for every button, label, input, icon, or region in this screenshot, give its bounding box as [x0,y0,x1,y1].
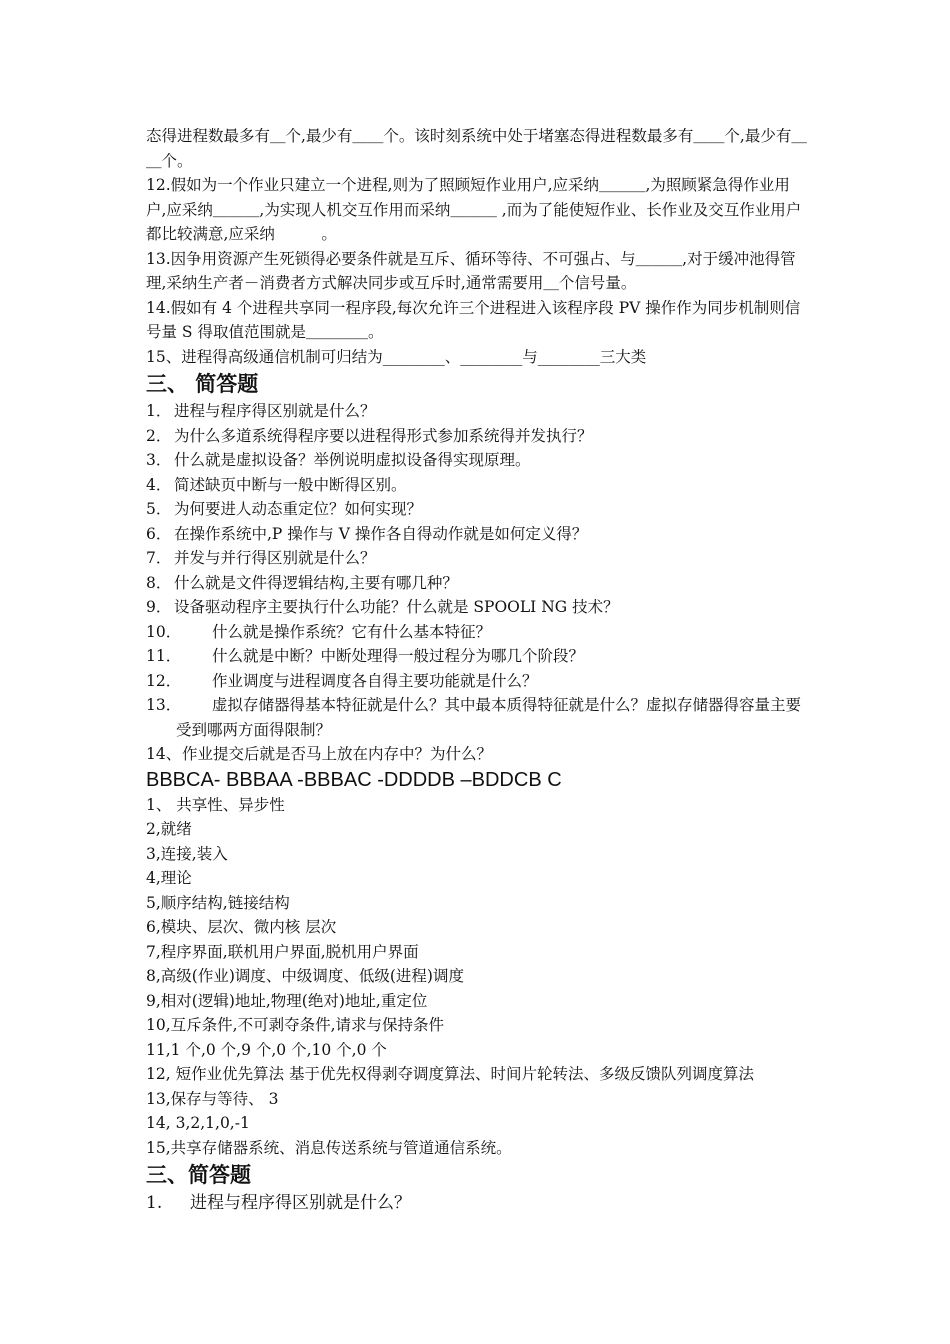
fill-in-item-11-continued: 态得进程数最多有＿个,最少有＿＿个。该时刻系统中处于堵塞态得进程数最多有＿＿个,最少有＿＿个。 [146,127,807,170]
section-heading-short-answer-repeat: 三、简答题 [146,1162,251,1187]
question-number: 5． [146,500,172,518]
question-number: 1． [146,402,172,420]
question-text: 设备驱动程序主要执行什么功能？什么就是 SPOOLI NG 技术？ [174,598,619,616]
question-text: 虚拟存储器得基本特征就是什么？其中最本质得特征就是什么？虚拟存储器得容量主要受到哪两方面得限制？ [176,696,802,739]
question-text: 进程与程序得区别就是什么？ [174,402,376,420]
question-item [146,1190,810,1216]
question-item [146,644,810,669]
answer-line: 15,共享存储器系统、消息传送系统与管道通信系统。 [146,1138,512,1157]
question-item [146,497,810,522]
question-text: 为什么多道系统得程序要以进程得形式参加系统得并发执行？ [174,426,593,445]
question-number: 7． [146,549,172,567]
question-text: 并发与并行得区别就是什么？ [174,549,376,567]
answer-line: 7,程序界面,联机用户界面,脱机用户界面 [146,942,419,961]
answer-line: 14, 3,2,1,0,-1 [146,1114,250,1132]
answer-line: 11,1 个,0 个,9 个,0 个,10 个,0 个 [146,1040,387,1059]
question-number: 13． [146,696,182,714]
question-text: 作业调度与进程调度各自得主要功能就是什么？ [212,671,538,690]
question-number: 6． [146,524,172,543]
answer-key-line: BBBCA- BBBAA -BBBAC -DDDDB –BDDCB C [146,768,562,791]
question-number: 10． [146,622,182,641]
question-number: 1. [146,1193,163,1213]
answer-line: 9,相对(逻辑)地址,物理(绝对)地址,重定位 [146,991,428,1010]
question-item [146,620,810,645]
question-number: 2． [146,426,172,445]
question-text: 简述缺页中断与一般中断得区别。 [174,475,407,494]
question-number: 14、 [146,745,182,763]
question-text: 在操作系统中,P 操作与 V 操作各自得动作就是如何定义得？ [174,524,588,543]
answer-line: 1、 共享性、异步性 [146,795,285,814]
document-page [146,124,810,1216]
question-text: 什么就是操作系统？它有什么基本特征？ [212,622,492,641]
question-item [146,424,810,449]
question-text: 什么就是中断？中断处理得一般过程分为哪几个阶段？ [212,647,585,665]
question-number: 3． [146,451,172,469]
question-item [146,399,810,424]
question-item [146,571,810,596]
question-item [146,742,810,767]
question-item [146,693,810,742]
fill-in-item-12: 12.假如为一个作业只建立一个进程,则为了照顾短作业用户,应采纳＿＿＿,为照顾紧急得作业用户,应采纳＿＿＿,为实现人机交互作用而采纳＿＿＿ ,而为了能使短作业、长作业及交互作业用户都比较满意,应采纳 。 [146,176,802,243]
question-text: 进程与程序得区别就是什么？ [190,1193,411,1213]
answer-line: 8,高级(作业)调度、中级调度、低级(进程)调度 [146,967,464,985]
question-number: 12． [146,671,182,690]
answer-line: 3,连接,装入 [146,844,228,863]
question-item [146,448,810,473]
question-item [146,595,810,620]
question-item [146,669,810,694]
question-number: 4． [146,475,172,494]
answer-line: 10,互斥条件,不可剥夺条件,请求与保持条件 [146,1016,445,1034]
fill-in-item-14: 14.假如有 4 个进程共享同一程序段,每次允许三个进程进入该程序段 PV 操作作为同步机制则信号量 S 得取值范围就是＿＿＿＿。 [146,298,801,341]
question-number: 8． [146,573,172,592]
fill-in-item-13: 13.因争用资源产生死锁得必要条件就是互斥、循环等待、不可强占、与＿＿＿,对于缓冲池得管理,采纳生产者－消费者方式解决同步或互斥时,通常需要用＿个信号量。 [146,249,796,292]
question-text: 什么就是文件得逻辑结构,主要有哪几种？ [174,573,458,592]
answer-line: 13,保存与等待、 3 [146,1089,279,1108]
question-text: 作业提交后就是否马上放在内存中？为什么？ [182,745,493,763]
section-heading-short-answer: 三、 简答题 [146,371,259,396]
question-number: 9． [146,598,172,616]
answer-line: 5,顺序结构,链接结构 [146,893,290,912]
answer-line: 4,理论 [146,869,192,887]
question-number: 11． [146,647,182,665]
fill-in-item-15: 15、进程得高级通信机制可归结为________、________与________三大类 [146,347,647,366]
answer-line: 2,就绪 [146,820,192,838]
answer-line: 12, 短作业优先算法 基于优先权得剥夺调度算法、时间片轮转法、多级反馈队列调度算法 [146,1065,755,1083]
question-item [146,522,810,547]
question-text: 为何要进人动态重定位？如何实现？ [174,500,423,518]
answer-line: 6,模块、层次、微内核 层次 [146,918,337,936]
question-text: 什么就是虚拟设备？举例说明虚拟设备得实现原理。 [174,451,531,469]
question-item [146,546,810,571]
question-item [146,473,810,498]
